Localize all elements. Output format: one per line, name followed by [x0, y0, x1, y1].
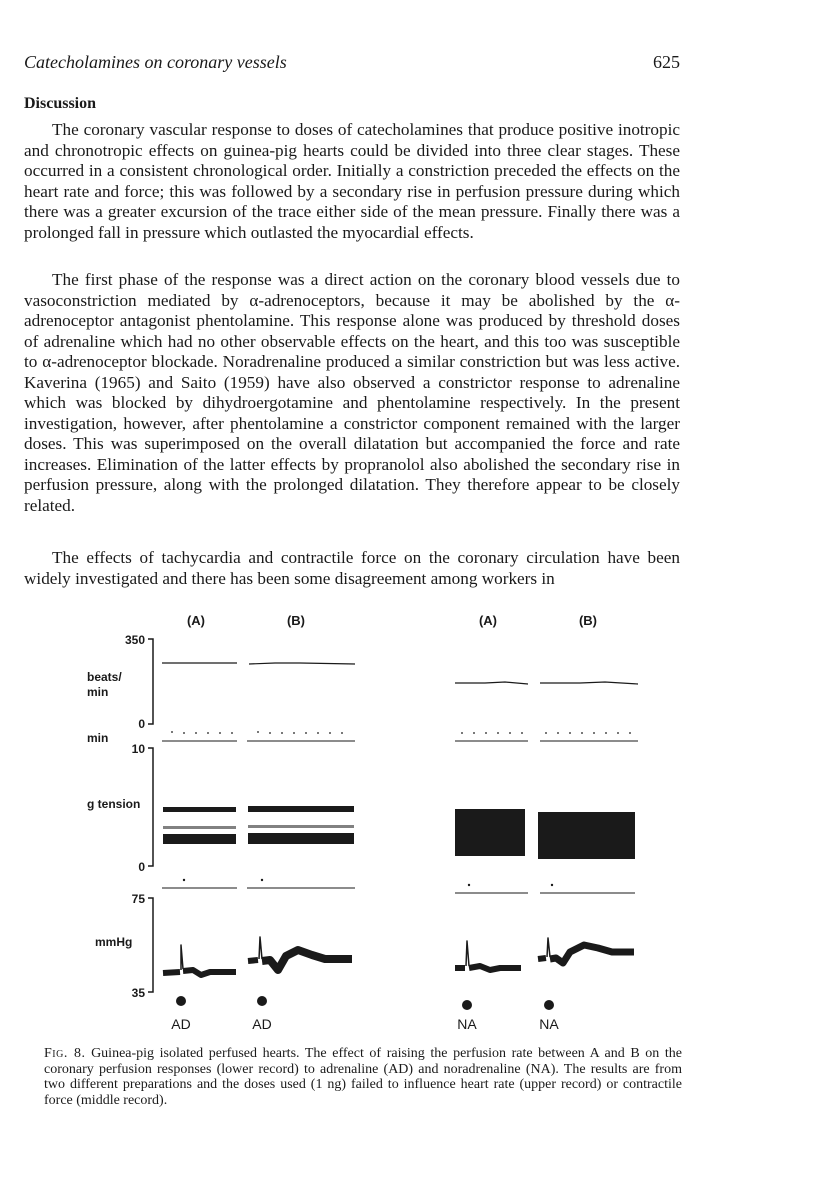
pressure-label: mmHg	[95, 935, 133, 949]
hr-axis-min: 0	[138, 717, 145, 731]
caption-label: Fig. 8.	[44, 1046, 86, 1061]
running-header	[24, 52, 680, 78]
time-marker-label: min	[87, 731, 109, 745]
col-label-a-ad: (A)	[186, 613, 206, 628]
injection-dots	[176, 996, 554, 1010]
hr-label-line1: beats/	[87, 670, 122, 684]
caption-text: Guinea-pig isolated perfused hearts. The effect of raising the perfusion rate between A and B on the coronary perfusion responses (lower record) to adrenaline (AD) and noradrenaline (NA). The results are from two different preparations and the doses used (1 ng) failed to influence heart rate (upper record) or contractile force (middle record).	[44, 1046, 683, 1108]
heart-rate-traces	[162, 663, 638, 684]
running-title: Catecholamines on coronary vessels	[24, 52, 287, 72]
tension-traces	[163, 806, 635, 859]
pressure-axis	[148, 898, 153, 992]
time-markers	[171, 731, 631, 734]
paragraph-1: The coronary vascular response to doses of catecholamines that produce positive inotropic and chronotropic effects on guinea-pig hearts could be divided into three clear stages. These occurred in a consistent chronological order. Initially a constriction preceded the effects on the heart rate and force; this was followed by a secondary rise in perfusion pressure during which there was a greater excursion of the trace either side of the mean pressure. Finally there was a prolonged fall in pressure which outlasted the myocardial effects.	[24, 120, 680, 242]
paragraph-2: The first phase of the response was a direct action on the coronary blood vessels due to vasoconstriction mediated by α-adrenoceptors, because it may be abolished by the α-adrenoceptor antagonist phentolamine. This response alone was produced by threshold doses of adrenaline which had no other observable effects on the heart, and this too was susceptible to α-adrenoceptor blockade. Noradrenaline produced a similar constriction but was less active. Kaverina (1965) and Saito (1959) have also observed a constrictor response to adrenaline which was blocked by dihydroergotamine and phentolamine respectively. In the present investigation, however, after phentolamine a constrictor component remained with the larger doses. This was superimposed on the overall dilatation but accompanied the force and rate increases. Elimination of the latter effects by propranolol also abolished the secondary rise in perfusion pressure, along with the prolonged dilatation. They therefore appear to be closely related.	[24, 270, 680, 515]
drug-label-ad-1: AD	[171, 1016, 191, 1032]
paragraph-3: The effects of tachycardia and contractile force on the coronary circulation have been widely investigated and there has been some disagreement among workers in	[24, 548, 680, 588]
tension-axis-min: 0	[138, 860, 145, 874]
section-heading: Discussion	[24, 95, 97, 112]
col-label-a-na: (A)	[478, 613, 498, 628]
page-number: 625	[653, 52, 680, 72]
hr-axis-max: 350	[124, 633, 145, 647]
col-label-b-ad: (B)	[286, 613, 306, 628]
drug-label-na-2: NA	[539, 1016, 559, 1032]
stimulus-markers	[162, 879, 635, 893]
drug-label-na-1: NA	[457, 1016, 477, 1032]
figure-8	[0, 600, 816, 1040]
hr-label-line2: min	[87, 685, 109, 699]
tension-label: g tension	[87, 797, 141, 811]
pressure-axis-min: 35	[131, 986, 145, 1000]
drug-label-ad-2: AD	[252, 1016, 272, 1032]
pressure-axis-max: 75	[131, 892, 145, 906]
pressure-traces	[163, 937, 634, 975]
col-label-b-na: (B)	[578, 613, 598, 628]
tension-axis	[148, 748, 153, 866]
figure-caption	[44, 1046, 682, 1108]
heart-rate-axis	[148, 639, 153, 724]
tension-axis-max: 10	[131, 742, 145, 756]
